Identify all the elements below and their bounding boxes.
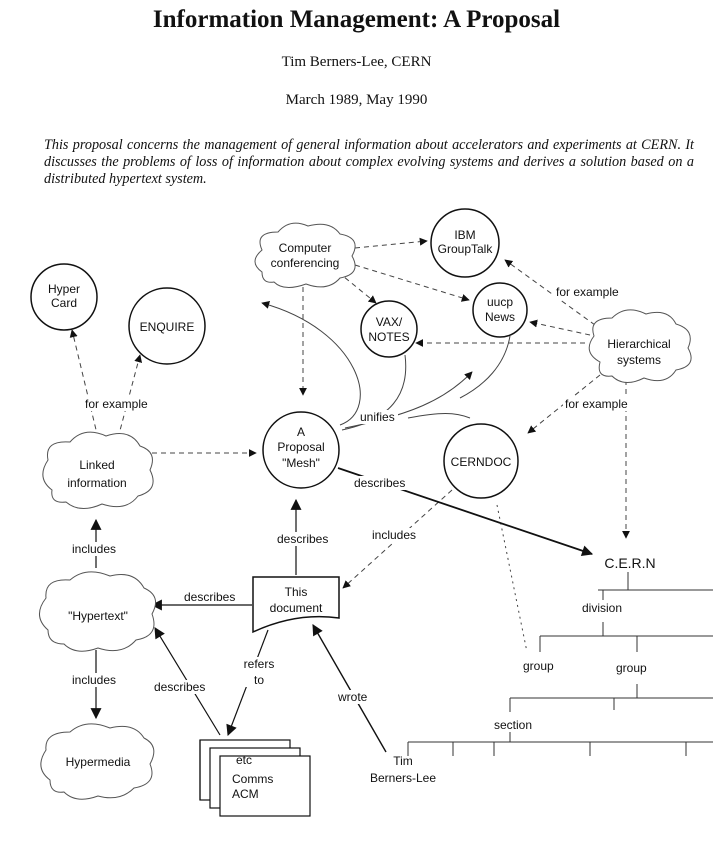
stack-comms: Comms (232, 772, 274, 786)
edge-tim-doc (313, 625, 386, 752)
this-doc-line-2: document (269, 601, 323, 615)
enquire-label: ENQUIRE (139, 320, 195, 334)
mesh-line-1: A (296, 425, 306, 439)
label-describes-doc-mesh: describes (277, 532, 329, 546)
hypercard-line-1: Hyper (47, 282, 81, 296)
mesh-line-2: Proposal (277, 440, 325, 454)
label-includes-linked: includes (72, 542, 117, 556)
uucp-line-1: uucp (486, 295, 514, 309)
label-includes-cerndoc: includes (372, 528, 417, 542)
date-line: March 1989, May 1990 (285, 92, 428, 108)
label-refers: refers (243, 657, 275, 671)
edge-conf-ibm (355, 241, 427, 248)
ibm-line-1: IBM (454, 228, 476, 242)
label-describes-doc-hypertext: describes (184, 590, 236, 604)
cern-label: C.E.R.N (604, 555, 656, 571)
label-section: section (494, 718, 533, 732)
computer-conf-line-2: conferencing (270, 256, 340, 270)
computer-conf-line-1: Computer (278, 241, 332, 255)
cern-org-tree (408, 572, 713, 756)
label-for-example-2: for example (556, 285, 619, 299)
linked-line-2: information (67, 476, 127, 490)
tim-line-1: Tim (393, 754, 413, 768)
label-for-example-1: for example (85, 397, 148, 411)
vax-line-1: VAX/ (375, 315, 403, 329)
ibm-line-2: GroupTalk (437, 242, 493, 256)
author-line: Tim Berners-Lee, CERN (281, 54, 432, 70)
label-includes-hypertext: includes (72, 673, 117, 687)
edge-hier-uucp (530, 322, 590, 335)
hierarchical-line-2: systems (616, 353, 662, 367)
label-describes-mesh-cern: describes (354, 476, 406, 490)
hypertext-label: "Hypertext" (68, 609, 128, 623)
hypercard-line-2: Card (50, 296, 78, 310)
stack-etc: etc (236, 753, 253, 767)
label-to: to (253, 673, 265, 687)
abstract-paragraph: This proposal concerns the management of general information about accelerators and experiments at CERN. It discusses the problems of loss of information about complex evolving systems and derives a solution based on a distributed hypertext system. (44, 137, 694, 187)
label-unifies: unifies (360, 410, 395, 424)
label-describes-stack: describes (154, 680, 206, 694)
edge-unifies-enquire (262, 303, 360, 425)
vax-line-2: NOTES (368, 330, 410, 344)
tim-line-2: Berners-Lee (369, 771, 437, 785)
mesh-line-3: "Mesh" (282, 456, 320, 470)
label-wrote: wrote (338, 690, 368, 704)
hierarchical-line-1: Hierarchical (607, 337, 671, 351)
this-doc-line-1: This (284, 585, 308, 599)
stack-acm: ACM (232, 787, 259, 801)
label-group-1: group (523, 659, 554, 673)
edge-linked-hypercard (72, 330, 98, 438)
hypermedia-label: Hypermedia (65, 755, 131, 769)
edge-unifies-cerndoc (408, 414, 470, 419)
vax-notes-node (361, 301, 417, 357)
label-division: division (582, 601, 623, 615)
label-for-example-3: for example (565, 397, 628, 411)
label-group-2: group (616, 661, 647, 675)
uucp-line-2: News (484, 310, 516, 324)
cerndoc-label: CERNDOC (450, 455, 512, 469)
edge-uucp-curve (460, 336, 510, 398)
page-title: Information Management: A Proposal (152, 6, 561, 33)
linked-line-1: Linked (79, 458, 115, 472)
